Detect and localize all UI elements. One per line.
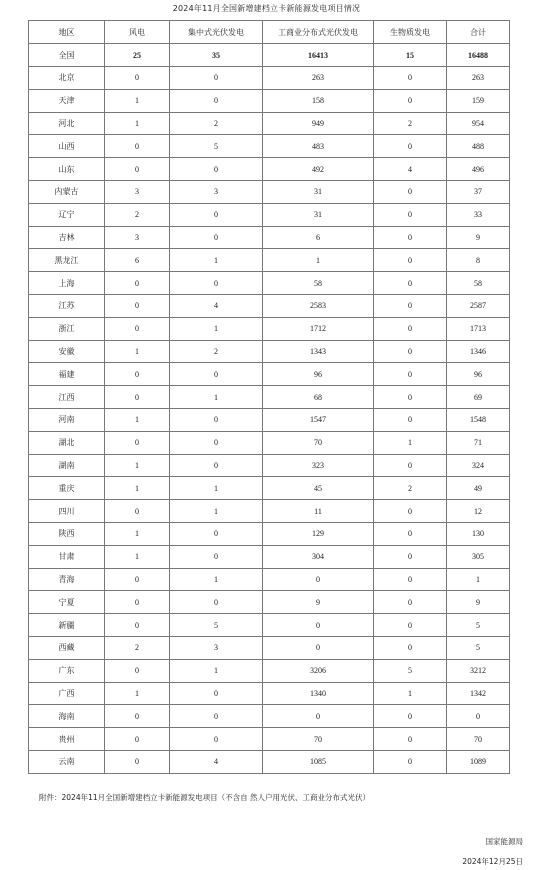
- table-row: [29, 135, 510, 158]
- wind-cell: 2: [105, 636, 170, 659]
- total-cell: 954: [447, 112, 510, 135]
- wind-cell: 1: [105, 454, 170, 477]
- biomass-cell: 0: [374, 591, 447, 614]
- biomass-cell: 0: [374, 363, 447, 386]
- table-row: [29, 614, 510, 637]
- total-cell: 49: [447, 477, 510, 500]
- centralized-pv-cell: 1: [170, 659, 263, 682]
- commercial-distributed-pv-cell: 31: [263, 203, 374, 226]
- region-cell: 四川: [29, 500, 105, 523]
- centralized-pv-cell: 0: [170, 67, 263, 90]
- wind-cell: 0: [105, 158, 170, 181]
- biomass-cell: 0: [374, 89, 447, 112]
- table-header-row: [29, 21, 510, 44]
- region-cell: 内蒙古: [29, 180, 105, 203]
- total-cell: 324: [447, 454, 510, 477]
- centralized-pv-cell: 5: [170, 135, 263, 158]
- biomass-cell: 0: [374, 340, 447, 363]
- region-cell: 海南: [29, 705, 105, 728]
- table-row: [29, 294, 510, 317]
- wind-cell: 0: [105, 500, 170, 523]
- biomass-cell: 0: [374, 317, 447, 340]
- region-cell: 江西: [29, 386, 105, 409]
- region-cell: 贵州: [29, 728, 105, 751]
- commercial-distributed-pv-cell: 3206: [263, 659, 374, 682]
- centralized-pv-cell: 0: [170, 728, 263, 751]
- region-cell: 山东: [29, 158, 105, 181]
- region-cell: 黑龙江: [29, 249, 105, 272]
- table-row: [29, 431, 510, 454]
- region-cell: 广东: [29, 659, 105, 682]
- region-cell: 江苏: [29, 294, 105, 317]
- centralized-pv-cell: 1: [170, 317, 263, 340]
- biomass-cell: 0: [374, 408, 447, 431]
- region-cell: 吉林: [29, 226, 105, 249]
- centralized-pv-cell: 1: [170, 249, 263, 272]
- wind-cell: 0: [105, 294, 170, 317]
- wind-cell: 3: [105, 226, 170, 249]
- region-cell: 河南: [29, 408, 105, 431]
- biomass-cell: 0: [374, 522, 447, 545]
- commercial-distributed-pv-cell: 0: [263, 568, 374, 591]
- table-row: [29, 363, 510, 386]
- wind-cell: 0: [105, 568, 170, 591]
- centralized-pv-cell: 1: [170, 386, 263, 409]
- region-cell: 全国: [29, 44, 105, 67]
- centralized-pv-cell: 0: [170, 158, 263, 181]
- total-cell: 37: [447, 180, 510, 203]
- centralized-pv-cell: 5: [170, 614, 263, 637]
- commercial-distributed-pv-cell: 11: [263, 500, 374, 523]
- commercial-distributed-pv-cell: 68: [263, 386, 374, 409]
- issuing-authority: 国家能源局: [485, 837, 523, 846]
- biomass-cell: 0: [374, 180, 447, 203]
- biomass-cell: 0: [374, 705, 447, 728]
- region-cell: 浙江: [29, 317, 105, 340]
- page-title: 2024年11月全国新增建档立卡新能源发电项目情况: [172, 4, 361, 13]
- commercial-distributed-pv-cell: 0: [263, 636, 374, 659]
- centralized-pv-cell: 0: [170, 89, 263, 112]
- centralized-pv-cell: 2: [170, 112, 263, 135]
- commercial-distributed-pv-cell: 16413: [263, 44, 374, 67]
- table-row: [29, 522, 510, 545]
- wind-cell: 0: [105, 135, 170, 158]
- wind-cell: 0: [105, 363, 170, 386]
- region-cell: 山西: [29, 135, 105, 158]
- total-cell: 1342: [447, 682, 510, 705]
- wind-cell: 0: [105, 317, 170, 340]
- total-cell: 1: [447, 568, 510, 591]
- centralized-pv-cell: 1: [170, 568, 263, 591]
- biomass-cell: 1: [374, 431, 447, 454]
- commercial-distributed-pv-cell: 0: [263, 614, 374, 637]
- table-row: [29, 158, 510, 181]
- region-cell: 河北: [29, 112, 105, 135]
- wind-cell: 0: [105, 67, 170, 90]
- commercial-distributed-pv-cell: 31: [263, 180, 374, 203]
- centralized-pv-cell: 4: [170, 750, 263, 773]
- table-row: [29, 454, 510, 477]
- table-row: [29, 545, 510, 568]
- total-cell: 488: [447, 135, 510, 158]
- total-cell: 263: [447, 67, 510, 90]
- biomass-cell: 0: [374, 728, 447, 751]
- total-cell: 1089: [447, 750, 510, 773]
- region-cell: 福建: [29, 363, 105, 386]
- region-cell: 新疆: [29, 614, 105, 637]
- commercial-distributed-pv-cell: 9: [263, 591, 374, 614]
- table-row: [29, 272, 510, 295]
- biomass-cell: 0: [374, 614, 447, 637]
- region-cell: 辽宁: [29, 203, 105, 226]
- total-cell: 71: [447, 431, 510, 454]
- wind-cell: 0: [105, 272, 170, 295]
- total-cell: 159: [447, 89, 510, 112]
- biomass-cell: 0: [374, 294, 447, 317]
- total-cell: 16488: [447, 44, 510, 67]
- wind-cell: 2: [105, 203, 170, 226]
- biomass-cell: 0: [374, 272, 447, 295]
- commercial-distributed-pv-cell: 96: [263, 363, 374, 386]
- commercial-distributed-pv-cell: 0: [263, 705, 374, 728]
- commercial-distributed-pv-cell: 304: [263, 545, 374, 568]
- region-cell: 广西: [29, 682, 105, 705]
- table-row: [29, 408, 510, 431]
- biomass-cell: 0: [374, 545, 447, 568]
- total-cell: 58: [447, 272, 510, 295]
- wind-cell: 1: [105, 408, 170, 431]
- wind-cell: 1: [105, 477, 170, 500]
- centralized-pv-cell: 0: [170, 454, 263, 477]
- column-header-region: 地区: [29, 21, 105, 44]
- centralized-pv-cell: 0: [170, 545, 263, 568]
- commercial-distributed-pv-cell: 129: [263, 522, 374, 545]
- column-header-biomass: 生物质发电: [374, 21, 447, 44]
- region-cell: 天津: [29, 89, 105, 112]
- wind-cell: 1: [105, 112, 170, 135]
- region-cell: 甘肃: [29, 545, 105, 568]
- column-header-commercial-distributed-pv: 工商业分布式光伏发电: [263, 21, 374, 44]
- wind-cell: 0: [105, 431, 170, 454]
- biomass-cell: 0: [374, 454, 447, 477]
- biomass-cell: 0: [374, 636, 447, 659]
- centralized-pv-cell: 1: [170, 500, 263, 523]
- total-cell: 8: [447, 249, 510, 272]
- total-cell: 69: [447, 386, 510, 409]
- commercial-distributed-pv-cell: 6: [263, 226, 374, 249]
- table-row: [29, 750, 510, 773]
- region-cell: 上海: [29, 272, 105, 295]
- total-cell: 2587: [447, 294, 510, 317]
- commercial-distributed-pv-cell: 58: [263, 272, 374, 295]
- centralized-pv-cell: 0: [170, 431, 263, 454]
- total-cell: 496: [447, 158, 510, 181]
- commercial-distributed-pv-cell: 70: [263, 728, 374, 751]
- wind-cell: 1: [105, 522, 170, 545]
- total-cell: 70: [447, 728, 510, 751]
- wind-cell: 0: [105, 750, 170, 773]
- centralized-pv-cell: 3: [170, 180, 263, 203]
- centralized-pv-cell: 3: [170, 636, 263, 659]
- region-cell: 陕西: [29, 522, 105, 545]
- centralized-pv-cell: 0: [170, 203, 263, 226]
- total-cell: 5: [447, 636, 510, 659]
- biomass-cell: 15: [374, 44, 447, 67]
- table-row: [29, 386, 510, 409]
- commercial-distributed-pv-cell: 1: [263, 249, 374, 272]
- commercial-distributed-pv-cell: 45: [263, 477, 374, 500]
- table-row: [29, 317, 510, 340]
- region-cell: 安徽: [29, 340, 105, 363]
- centralized-pv-cell: 0: [170, 682, 263, 705]
- wind-cell: 1: [105, 340, 170, 363]
- biomass-cell: 0: [374, 500, 447, 523]
- commercial-distributed-pv-cell: 1340: [263, 682, 374, 705]
- biomass-cell: 0: [374, 386, 447, 409]
- centralized-pv-cell: 2: [170, 340, 263, 363]
- biomass-cell: 4: [374, 158, 447, 181]
- centralized-pv-cell: 0: [170, 591, 263, 614]
- table-row: [29, 705, 510, 728]
- region-cell: 西藏: [29, 636, 105, 659]
- biomass-cell: 0: [374, 203, 447, 226]
- region-cell: 宁夏: [29, 591, 105, 614]
- table-row: [29, 500, 510, 523]
- wind-cell: 25: [105, 44, 170, 67]
- centralized-pv-cell: 0: [170, 705, 263, 728]
- table-row: [29, 591, 510, 614]
- biomass-cell: 0: [374, 249, 447, 272]
- table-row: [29, 728, 510, 751]
- commercial-distributed-pv-cell: 158: [263, 89, 374, 112]
- region-cell: 北京: [29, 67, 105, 90]
- region-cell: 湖南: [29, 454, 105, 477]
- commercial-distributed-pv-cell: 1343: [263, 340, 374, 363]
- total-cell: 305: [447, 545, 510, 568]
- commercial-distributed-pv-cell: 1712: [263, 317, 374, 340]
- table-row: [29, 568, 510, 591]
- table-row: [29, 249, 510, 272]
- commercial-distributed-pv-cell: 483: [263, 135, 374, 158]
- total-cell: 0: [447, 705, 510, 728]
- centralized-pv-cell: 0: [170, 408, 263, 431]
- project-table: [28, 20, 510, 774]
- wind-cell: 0: [105, 705, 170, 728]
- wind-cell: 1: [105, 89, 170, 112]
- commercial-distributed-pv-cell: 492: [263, 158, 374, 181]
- biomass-cell: 1: [374, 682, 447, 705]
- wind-cell: 0: [105, 591, 170, 614]
- table-row: [29, 636, 510, 659]
- total-cell: 1713: [447, 317, 510, 340]
- centralized-pv-cell: 1: [170, 477, 263, 500]
- total-cell: 130: [447, 522, 510, 545]
- total-cell: 9: [447, 591, 510, 614]
- centralized-pv-cell: 0: [170, 522, 263, 545]
- commercial-distributed-pv-cell: 70: [263, 431, 374, 454]
- wind-cell: 1: [105, 682, 170, 705]
- total-cell: 33: [447, 203, 510, 226]
- issue-date: 2024年12月25日: [462, 857, 523, 866]
- centralized-pv-cell: 0: [170, 363, 263, 386]
- table-row: [29, 682, 510, 705]
- biomass-cell: 5: [374, 659, 447, 682]
- total-cell: 5: [447, 614, 510, 637]
- region-cell: 重庆: [29, 477, 105, 500]
- region-cell: 湖北: [29, 431, 105, 454]
- total-cell: 9: [447, 226, 510, 249]
- total-cell: 96: [447, 363, 510, 386]
- column-header-wind: 风电: [105, 21, 170, 44]
- commercial-distributed-pv-cell: 1547: [263, 408, 374, 431]
- table-row: [29, 89, 510, 112]
- region-cell: 云南: [29, 750, 105, 773]
- wind-cell: 0: [105, 386, 170, 409]
- column-header-total: 合计: [447, 21, 510, 44]
- biomass-cell: 2: [374, 477, 447, 500]
- wind-cell: 3: [105, 180, 170, 203]
- table-row: [29, 112, 510, 135]
- table-row: [29, 67, 510, 90]
- commercial-distributed-pv-cell: 2583: [263, 294, 374, 317]
- centralized-pv-cell: 0: [170, 272, 263, 295]
- table-row: [29, 477, 510, 500]
- commercial-distributed-pv-cell: 263: [263, 67, 374, 90]
- centralized-pv-cell: 4: [170, 294, 263, 317]
- commercial-distributed-pv-cell: 949: [263, 112, 374, 135]
- table-row: [29, 659, 510, 682]
- table-row: [29, 180, 510, 203]
- biomass-cell: 0: [374, 226, 447, 249]
- region-cell: 青海: [29, 568, 105, 591]
- biomass-cell: 0: [374, 67, 447, 90]
- table-row: [29, 226, 510, 249]
- total-cell: 3212: [447, 659, 510, 682]
- commercial-distributed-pv-cell: 323: [263, 454, 374, 477]
- centralized-pv-cell: 0: [170, 226, 263, 249]
- total-cell: 1346: [447, 340, 510, 363]
- wind-cell: 0: [105, 659, 170, 682]
- wind-cell: 0: [105, 614, 170, 637]
- total-cell: 12: [447, 500, 510, 523]
- biomass-cell: 0: [374, 135, 447, 158]
- wind-cell: 1: [105, 545, 170, 568]
- wind-cell: 6: [105, 249, 170, 272]
- centralized-pv-cell: 35: [170, 44, 263, 67]
- biomass-cell: 2: [374, 112, 447, 135]
- table-row: [29, 340, 510, 363]
- table-row: [29, 203, 510, 226]
- total-cell: 1548: [447, 408, 510, 431]
- attachment-note: 附件：2024年11月全国新增建档立卡新能源发电项目（不含自 然人户用光伏、工商业分布式光伏）: [39, 793, 371, 802]
- biomass-cell: 0: [374, 750, 447, 773]
- commercial-distributed-pv-cell: 1085: [263, 750, 374, 773]
- table-row-national-total: [29, 44, 510, 67]
- biomass-cell: 0: [374, 568, 447, 591]
- column-header-centralized-pv: 集中式光伏发电: [170, 21, 263, 44]
- wind-cell: 0: [105, 728, 170, 751]
